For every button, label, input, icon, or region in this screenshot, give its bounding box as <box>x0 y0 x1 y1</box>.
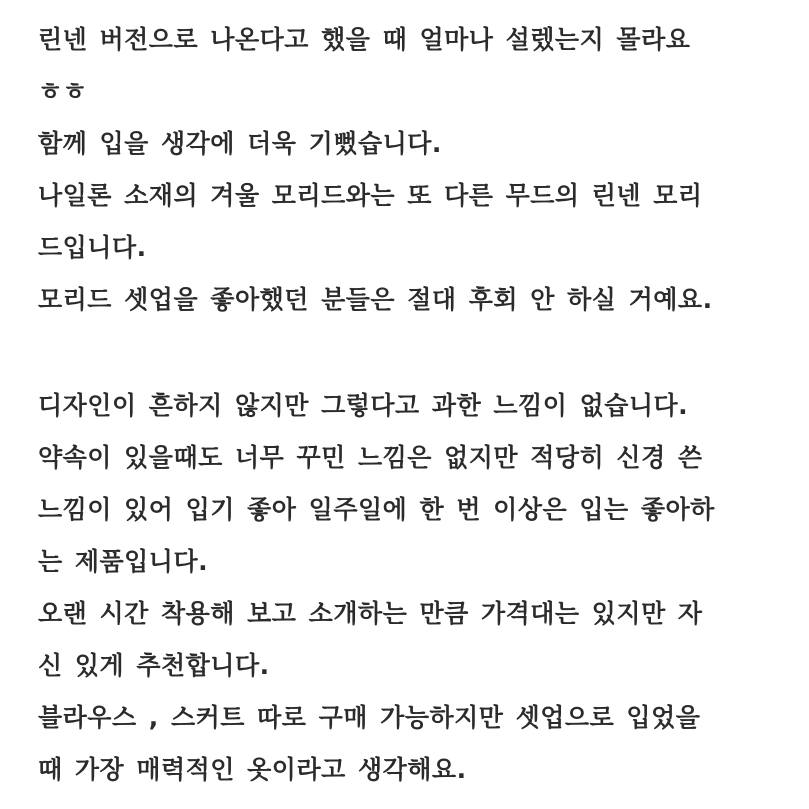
paragraph-1 <box>38 14 798 326</box>
review-text <box>38 0 798 796</box>
text-line: 블라우스 , 스커트 따로 구매 가능하지만 셋업으로 입었을 <box>38 703 701 732</box>
text-line: 는 제품입니다. <box>38 547 209 576</box>
text-line: 신 있게 추천합니다. <box>38 651 270 680</box>
text-line: 모리드 셋업을 좋아했던 분들은 절대 후회 안 하실 거예요. <box>38 285 713 314</box>
text-line: 디자인이 흔하지 않지만 그렇다고 과한 느낌이 없습니다. <box>38 391 689 420</box>
text-line: 때 가장 매력적인 옷이라고 생각해요. <box>38 755 467 784</box>
paragraph-gap <box>38 326 798 380</box>
text-line: 린넨 버전으로 나온다고 했을 때 얼마나 설렜는지 몰라요 <box>38 25 691 54</box>
text-line: 약속이 있을때도 너무 꾸민 느낌은 없지만 적당히 신경 쓴 <box>38 443 703 472</box>
paragraph-2 <box>38 380 798 796</box>
text-line: 느낌이 있어 입기 좋아 일주일에 한 번 이상은 입는 좋아하 <box>38 495 715 524</box>
text-line: 함께 입을 생각에 더욱 기뻤습니다. <box>38 129 442 158</box>
text-line: 오랜 시간 착용해 보고 소개하는 만큼 가격대는 있지만 자 <box>38 599 703 628</box>
text-line: 드입니다. <box>38 233 147 262</box>
text-line: ㅎㅎ <box>38 77 88 106</box>
text-line: 나일론 소재의 겨울 모리드와는 또 다른 무드의 린넨 모리 <box>38 181 703 210</box>
